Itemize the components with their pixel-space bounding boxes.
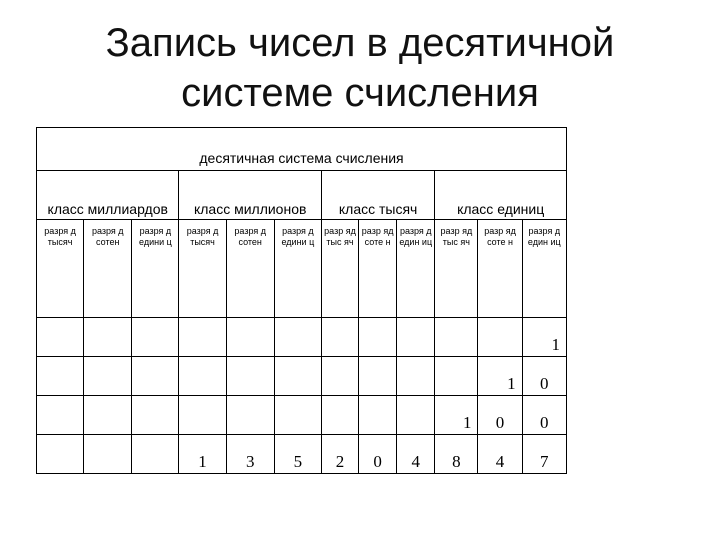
rank-header: разря д сотен — [226, 220, 274, 318]
table-cell — [274, 357, 321, 396]
table-cell — [359, 357, 397, 396]
table-cell — [179, 318, 226, 357]
table-cell: 0 — [478, 396, 522, 435]
table-cell — [84, 396, 132, 435]
rank-header: разря д сотен — [84, 220, 132, 318]
table-cell — [226, 318, 274, 357]
rank-header: разря д едини ц — [132, 220, 179, 318]
rank-header: разря д едини ц — [274, 220, 321, 318]
table-cell — [84, 318, 132, 357]
table-cell: 3 — [226, 435, 274, 474]
table-cell — [435, 357, 478, 396]
class-units: класс единиц — [435, 171, 567, 220]
table-cell: 0 — [522, 396, 566, 435]
rank-header: разря д един иц — [522, 220, 566, 318]
table-cell: 0 — [522, 357, 566, 396]
table-cell — [84, 357, 132, 396]
table-cell — [37, 435, 84, 474]
table-cell: 8 — [435, 435, 478, 474]
table-cell — [274, 396, 321, 435]
table-cell — [37, 396, 84, 435]
table-cell — [359, 396, 397, 435]
table-cell — [359, 318, 397, 357]
title-line-2: системе счисления — [181, 71, 539, 115]
table-cell — [321, 357, 358, 396]
title-line-1: Запись чисел в десятичной — [105, 21, 615, 65]
table-cell — [37, 318, 84, 357]
table-cell — [397, 318, 435, 357]
rank-header: разря д тысяч — [179, 220, 226, 318]
table-cell — [179, 396, 226, 435]
table-cell — [132, 318, 179, 357]
rank-header: разр яд соте н — [478, 220, 522, 318]
table-cell: 4 — [397, 435, 435, 474]
table-cell — [226, 396, 274, 435]
table-cell — [435, 318, 478, 357]
class-millions: класс миллионов — [179, 171, 321, 220]
table-cell: 4 — [478, 435, 522, 474]
rank-header: разр яд тыс яч — [321, 220, 358, 318]
class-thousands: класс тысяч — [321, 171, 434, 220]
table-cell: 5 — [274, 435, 321, 474]
rank-header: разр яд соте н — [359, 220, 397, 318]
table-header: десятичная система счисления — [37, 128, 567, 171]
decimal-system-table — [36, 127, 567, 474]
class-billions: класс миллиардов — [37, 171, 179, 220]
table-cell — [321, 318, 358, 357]
table-cell — [478, 318, 522, 357]
rank-header: разр яд тыс яч — [435, 220, 478, 318]
rank-header: разря д един иц — [397, 220, 435, 318]
table-cell: 1 — [522, 318, 566, 357]
slide-title — [0, 18, 720, 118]
table-cell: 1 — [478, 357, 522, 396]
table-cell — [397, 396, 435, 435]
table-row — [37, 396, 567, 435]
table-cell — [397, 357, 435, 396]
table-cell — [132, 435, 179, 474]
table-cell — [321, 396, 358, 435]
rank-header: разря д тысяч — [37, 220, 84, 318]
table-row — [37, 318, 567, 357]
table-cell — [132, 396, 179, 435]
table-cell: 1 — [435, 396, 478, 435]
table-cell — [84, 435, 132, 474]
table-cell — [226, 357, 274, 396]
table-cell: 2 — [321, 435, 358, 474]
table-cell: 0 — [359, 435, 397, 474]
table-cell — [132, 357, 179, 396]
table-cell — [37, 357, 84, 396]
table-row — [37, 357, 567, 396]
table-cell: 7 — [522, 435, 566, 474]
table-cell: 1 — [179, 435, 226, 474]
table-cell — [179, 357, 226, 396]
table-cell — [274, 318, 321, 357]
table-row — [37, 435, 567, 474]
